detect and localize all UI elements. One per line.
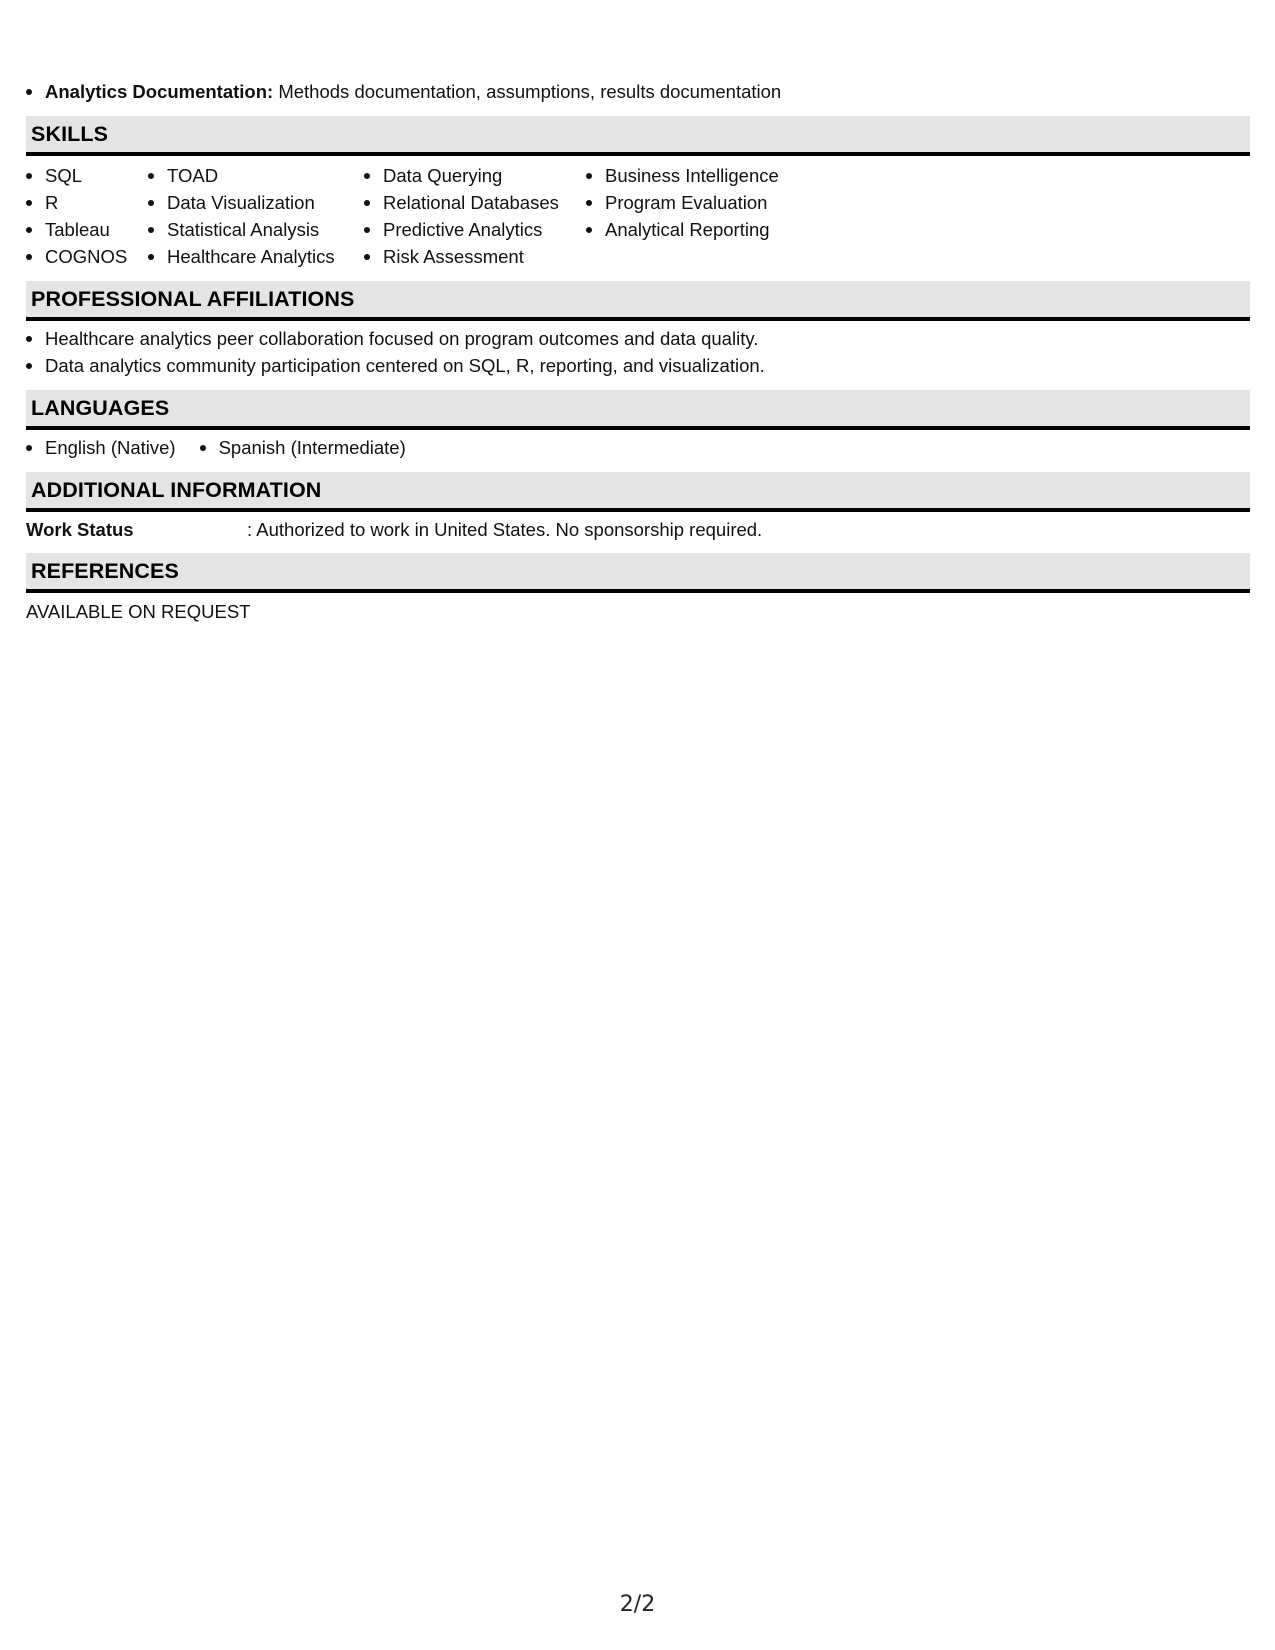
page-number: 2/2 xyxy=(619,1592,656,1617)
additional-info-heading: ADDITIONAL INFORMATION xyxy=(26,472,1250,512)
skill-item: Tableau xyxy=(26,216,148,243)
skill-item: Program Evaluation xyxy=(586,189,826,216)
references-heading: REFERENCES xyxy=(26,553,1250,593)
skills-column xyxy=(148,162,364,270)
documentation-text: Methods documentation, assumptions, results documentation xyxy=(278,81,782,102)
skill-item: Analytical Reporting xyxy=(586,216,826,243)
skill-item: Relational Databases xyxy=(364,189,586,216)
skill-item: Data Querying xyxy=(364,162,586,189)
affiliation-item: Data analytics community participation centered on SQL, R, reporting, and visualization. xyxy=(26,352,1250,379)
skill-item: Business Intelligence xyxy=(586,162,826,189)
affiliation-item: Healthcare analytics peer collaboration focused on program outcomes and data quality. xyxy=(26,325,1250,352)
skill-item: Healthcare Analytics xyxy=(148,243,364,270)
work-status-value: : Authorized to work in United States. No sponsorship required. xyxy=(247,519,763,540)
skill-item: COGNOS xyxy=(26,243,148,270)
skill-item: Predictive Analytics xyxy=(364,216,586,243)
skill-item: TOAD xyxy=(148,162,364,189)
skills-column xyxy=(586,162,826,270)
skills-column xyxy=(26,162,148,270)
work-status-label: Work Status xyxy=(26,519,134,540)
resume-page xyxy=(26,78,1250,625)
affiliations-list xyxy=(26,325,1250,379)
documentation-label: Analytics Documentation: xyxy=(45,81,274,102)
affiliations-heading: PROFESSIONAL AFFILIATIONS xyxy=(26,281,1250,321)
skill-item: SQL xyxy=(26,162,148,189)
skills-column xyxy=(364,162,586,270)
language-item: Spanish (Intermediate) xyxy=(200,434,406,461)
references-text: AVAILABLE ON REQUEST xyxy=(26,601,251,622)
language-item: English (Native) xyxy=(26,434,176,461)
skills-grid xyxy=(26,162,1250,270)
documentation-bullet xyxy=(26,78,1250,105)
skill-item: R xyxy=(26,189,148,216)
skill-item: Risk Assessment xyxy=(364,243,586,270)
skill-item: Data Visualization xyxy=(148,189,364,216)
skills-heading: SKILLS xyxy=(26,116,1250,156)
skill-item: Statistical Analysis xyxy=(148,216,364,243)
work-status-row xyxy=(26,516,1250,543)
languages-heading: LANGUAGES xyxy=(26,390,1250,430)
languages-list xyxy=(26,434,1250,461)
